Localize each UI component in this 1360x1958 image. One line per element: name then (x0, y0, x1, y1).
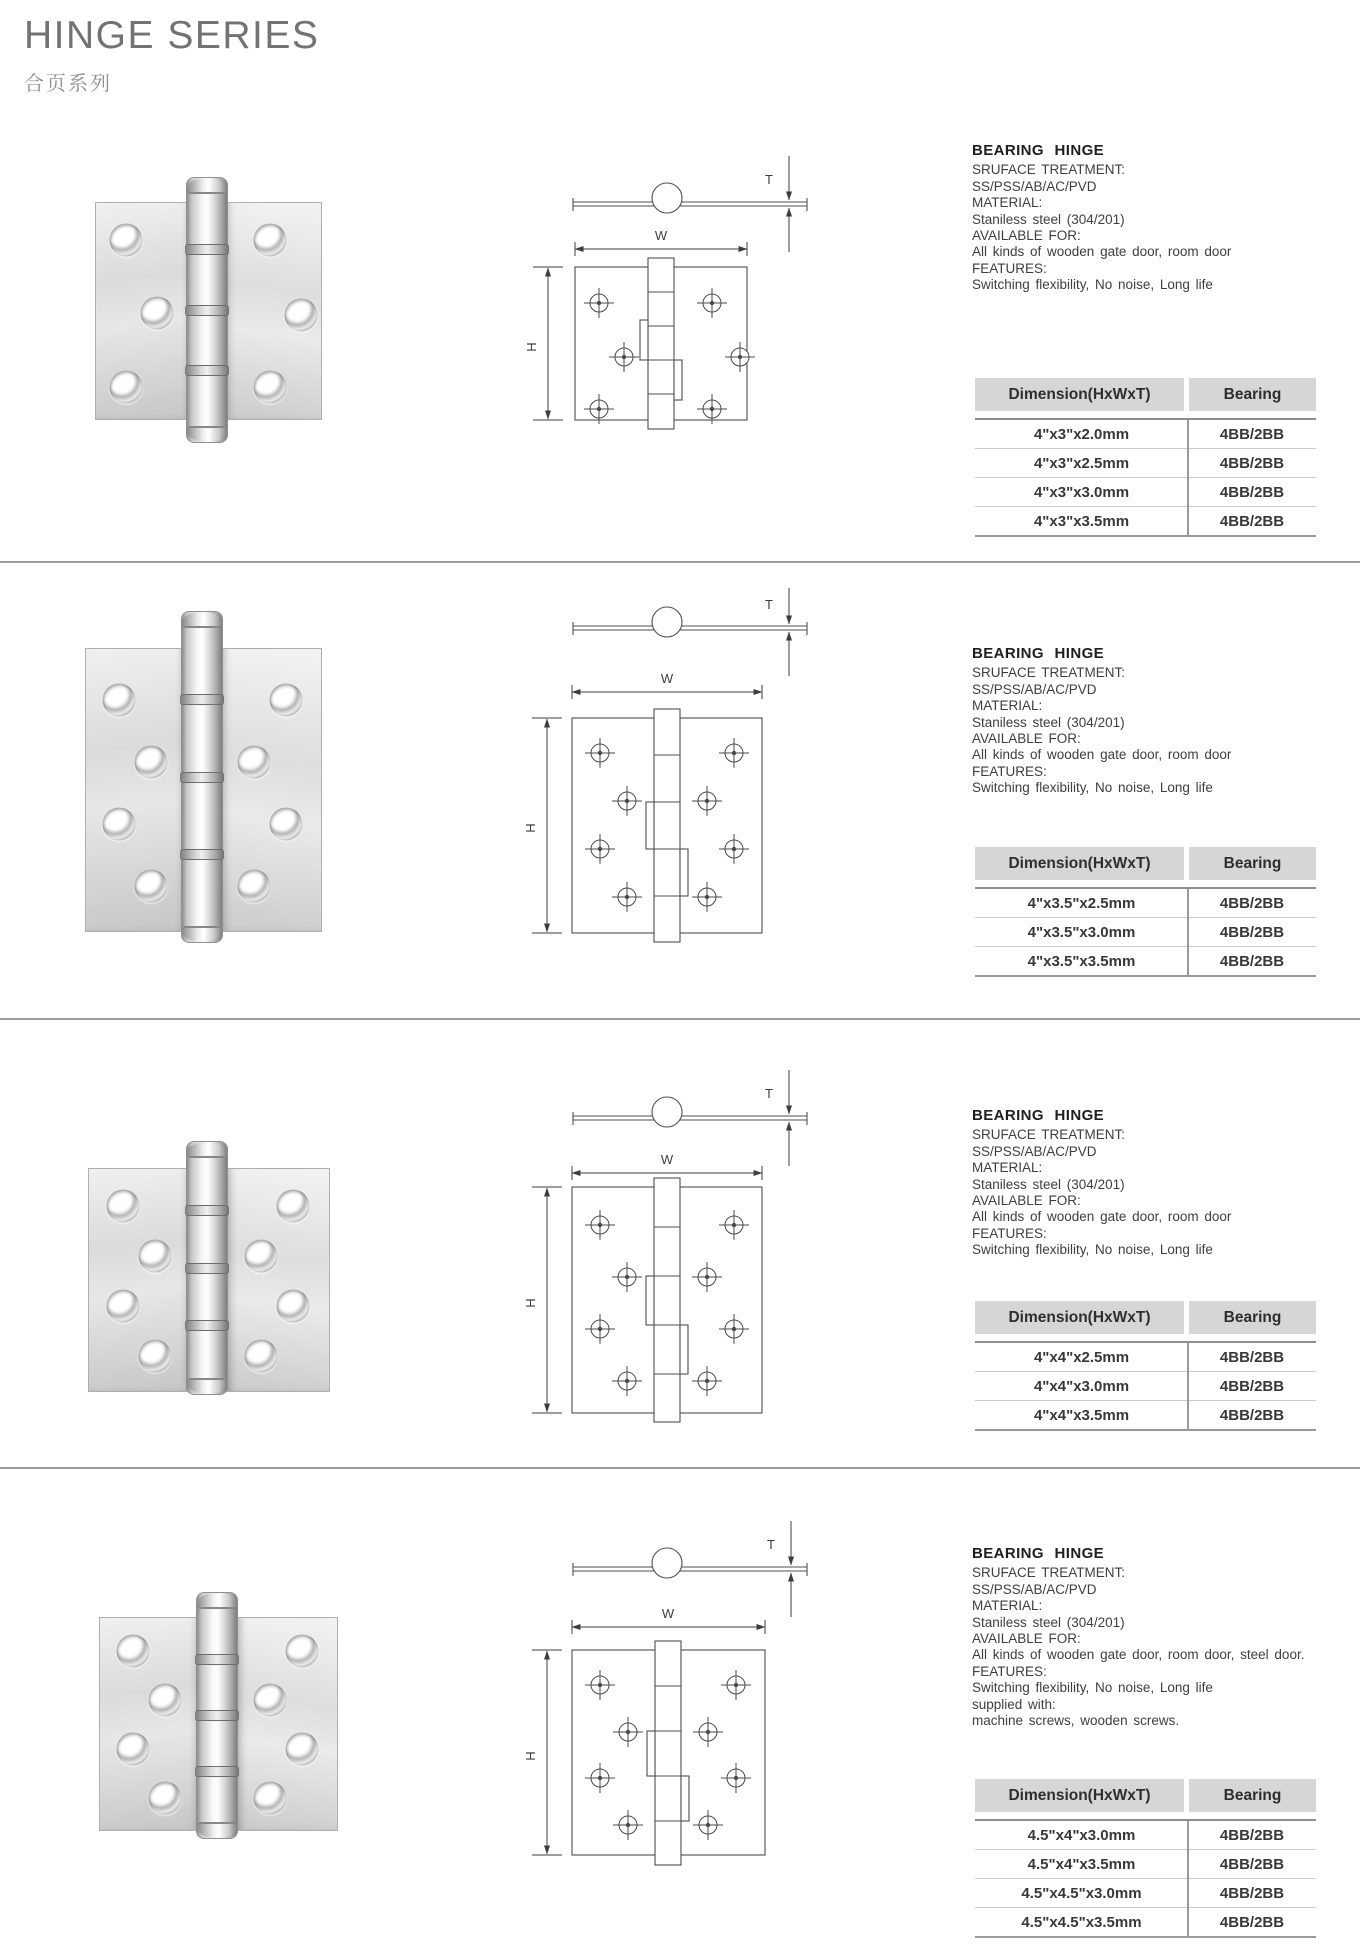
screw-hole (107, 1190, 140, 1223)
product-name: BEARING HINGE (972, 1107, 1105, 1124)
table-row: 4"x3.5"x3.0mm 4BB/2BB (975, 918, 1316, 947)
width-label: W (660, 1152, 674, 1167)
dimension-diagram (515, 1040, 825, 1430)
height-label: H (524, 342, 539, 352)
screw-hole (270, 684, 303, 717)
screw-hole (270, 808, 303, 841)
screw-hole (254, 1782, 287, 1815)
table-row: 4.5"x4"x3.5mm 4BB/2BB (975, 1850, 1316, 1879)
screw-hole (245, 1240, 278, 1273)
table-row: 4.5"x4.5"x3.5mm 4BB/2BB (1021, 1913, 1285, 1931)
screw-hole (238, 870, 271, 903)
screw-hole (277, 1190, 310, 1223)
dimension-diagram (515, 135, 825, 435)
screw-hole (107, 1290, 140, 1323)
screw-hole (103, 684, 136, 717)
table-row: 4.5"x4.5"x3.0mm 4BB/2BB (975, 1879, 1316, 1908)
hinge-section-4x3 (0, 0, 1360, 561)
column-header-bearing: Bearing (1189, 847, 1316, 880)
dimension-diagram (515, 585, 825, 950)
width-label: W (661, 1606, 675, 1621)
table-row: 4"x3.5"x2.5mm 4BB/2BB (975, 889, 1316, 918)
thickness-label: T (765, 172, 773, 187)
table-row: 4.5"x4"x3.0mm 4BB/2BB (975, 1821, 1316, 1850)
hinge-barrel (187, 1142, 227, 1394)
spec-table (975, 1301, 1316, 1431)
screw-hole (238, 746, 271, 779)
hinge-photo (99, 1593, 336, 1838)
product-info: BEARING HINGE SRUFACE TREATMENT: SS/PSS/AB/AC/PVD MATERIAL: Staniless steel (304/201) AVAILABLE FOR: All kinds of wooden gate door, room door, steel door. FEATURES: Switching flexibility, No noise, Long life supplied with: machine screws, wooden screws. (972, 1546, 1360, 1729)
screw-hole (141, 297, 174, 330)
screw-hole (135, 746, 168, 779)
column-header-bearing: Bearing (1189, 1301, 1316, 1334)
hinge-barrel (187, 178, 227, 442)
screw-hole (286, 1733, 319, 1766)
thickness-label: T (765, 1086, 773, 1101)
screw-hole (117, 1733, 150, 1766)
product-name: BEARING HINGE (972, 645, 1105, 662)
height-label: H (523, 1751, 538, 1761)
screw-hole (103, 808, 136, 841)
column-header-dimension: Dimension(HxWxT) (975, 1779, 1184, 1812)
height-label: H (523, 823, 538, 833)
screw-hole (149, 1782, 182, 1815)
column-header-bearing: Bearing (1189, 378, 1316, 411)
screw-hole (245, 1340, 278, 1373)
table-row: 4"x3"x3.5mm 4BB/2BB (1033, 512, 1285, 530)
screw-hole (254, 224, 287, 257)
product-info: BEARING HINGE SRUFACE TREATMENT: SS/PSS/AB/AC/PVD MATERIAL: Staniless steel (304/201) AVAILABLE FOR: All kinds of wooden gate door, room door FEATURES: Switching flexibility, No noise, Long life (972, 1108, 1360, 1259)
screw-hole (277, 1290, 310, 1323)
hinge-photo (95, 178, 320, 442)
thickness-label: T (765, 597, 773, 612)
product-name: BEARING HINGE (972, 142, 1105, 159)
screw-hole (110, 224, 143, 257)
table-row: 4"x4"x2.5mm 4BB/2BB (975, 1343, 1316, 1372)
thickness-label: T (767, 1537, 775, 1552)
table-row: 4"x3.5"x3.5mm 4BB/2BB (1027, 952, 1285, 970)
column-header-bearing: Bearing (1189, 1779, 1316, 1812)
spec-table (975, 378, 1316, 537)
table-row: 4"x4"x3.5mm 4BB/2BB (1033, 1406, 1285, 1424)
screw-hole (286, 1635, 319, 1668)
page-subtitle: 合页系列 (24, 73, 112, 95)
screw-hole (117, 1635, 150, 1668)
width-label: W (660, 671, 674, 686)
spec-table (975, 847, 1316, 977)
screw-hole (110, 371, 143, 404)
screw-hole (254, 371, 287, 404)
column-header-dimension: Dimension(HxWxT) (975, 847, 1184, 880)
screw-hole (254, 1684, 287, 1717)
product-info: BEARING HINGE SRUFACE TREATMENT: SS/PSS/AB/AC/PVD MATERIAL: Staniless steel (304/201) AVAILABLE FOR: All kinds of wooden gate door, room door FEATURES: Switching flexibility, No noise, Long life (972, 646, 1360, 797)
table-row: 4"x4"x3.0mm 4BB/2BB (975, 1372, 1316, 1401)
hinge-section-4x3.5 (0, 561, 1360, 1018)
hinge-barrel (182, 612, 222, 942)
column-header-dimension: Dimension(HxWxT) (975, 378, 1184, 411)
height-label: H (523, 1298, 538, 1308)
page-title: HINGE SERIES (24, 14, 320, 57)
screw-hole (139, 1340, 172, 1373)
hinge-section-4x4 (0, 1018, 1360, 1467)
column-header-dimension: Dimension(HxWxT) (975, 1301, 1184, 1334)
product-name: BEARING HINGE (972, 1545, 1105, 1562)
width-label: W (654, 228, 668, 243)
product-info: BEARING HINGE SRUFACE TREATMENT: SS/PSS/AB/AC/PVD MATERIAL: Staniless steel (304/201) AVAILABLE FOR: All kinds of wooden gate door, room door FEATURES: Switching flexibility, No noise, Long life (972, 143, 1360, 294)
hinge-photo (85, 612, 320, 942)
screw-hole (135, 870, 168, 903)
spec-table (975, 1779, 1316, 1938)
screw-hole (285, 299, 318, 332)
hinge-section-4.5x4.5 (0, 1467, 1360, 1958)
screw-hole (149, 1684, 182, 1717)
table-row: 4"x3"x3.0mm 4BB/2BB (975, 478, 1316, 507)
table-row: 4"x3"x2.5mm 4BB/2BB (975, 449, 1316, 478)
hinge-barrel (197, 1593, 237, 1838)
hinge-photo (88, 1142, 328, 1394)
screw-hole (139, 1240, 172, 1273)
table-row: 4"x3"x2.0mm 4BB/2BB (975, 420, 1316, 449)
dimension-diagram (515, 1505, 825, 1900)
